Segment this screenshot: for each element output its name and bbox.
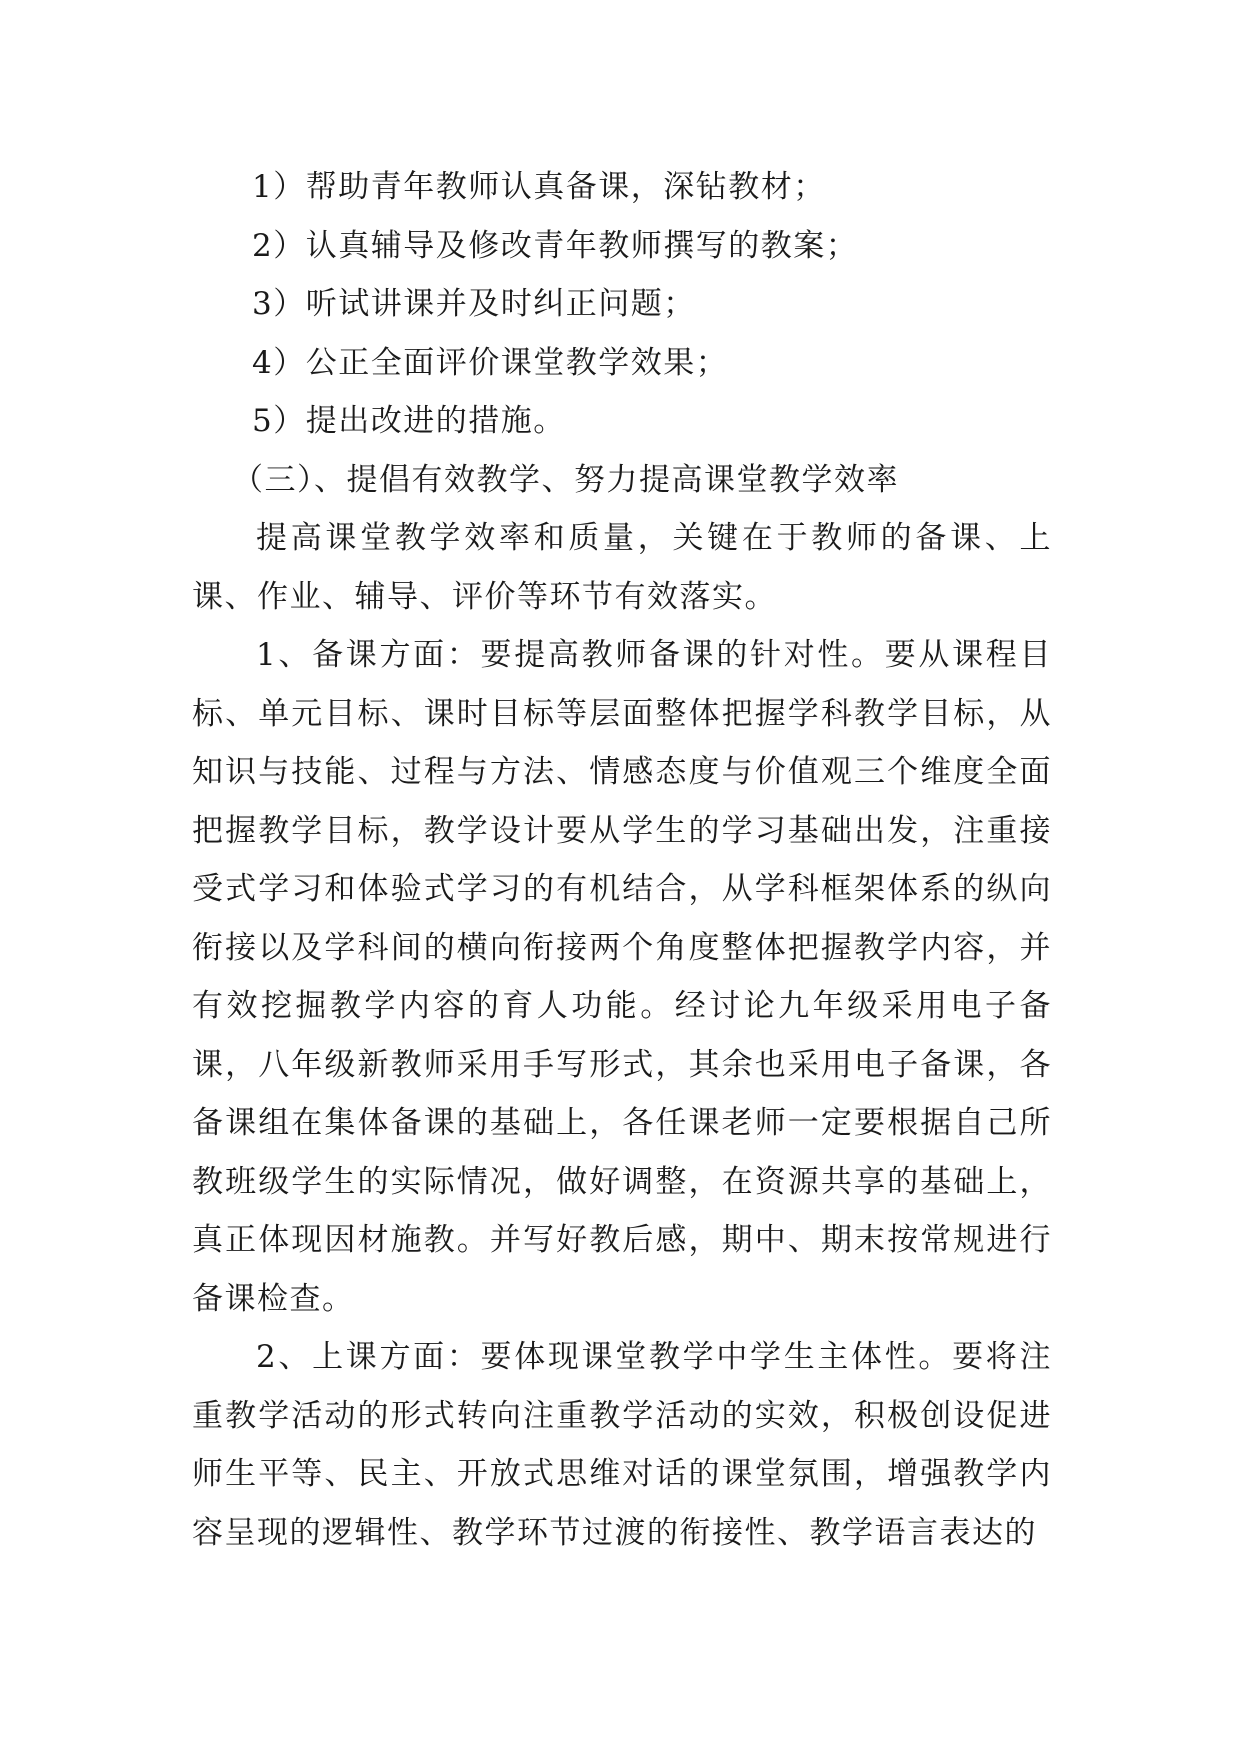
paragraph: 2、上课方面：要体现课堂教学中学生主体性。要将注重教学活动的形式转向注重教学活动的实效，积极创设促进师生平等、民主、开放式思维对话的课堂氛围，增强教学内容呈现的逻辑性、教学环节过渡的衔接性、教学语言表达的 (192, 1339, 1052, 1551)
list-item: 4）公正全面评价课堂教学效果； (252, 344, 729, 381)
list-item: 1）帮助青年教师认真备课，深钻教材； (252, 169, 826, 205)
list-item: 3）听试讲课并及时纠正问题； (252, 286, 696, 322)
document-body (192, 158, 1052, 1562)
list-item: 5）提出改进的措施。 (252, 403, 566, 439)
section-heading: （三）、提倡有效教学、努力提高课堂教学效率 (232, 461, 899, 498)
paragraph: 1、备课方面：要提高教师备课的针对性。要从课程目标、单元目标、课时目标等层面整体把握学科教学目标，从知识与技能、过程与方法、情感态度与价值观三个维度全面把握教学目标，教学设计要从学生的学习基础出发，注重接受式学习和体验式学习的有机结合，从学科框架体系的纵向衔接以及学科间的横向衔接两个角度整体把握教学内容，并有效挖掘教学内容的育人功能。经讨论九年级采用电子备课，八年级新教师采用手写形式，其余也采用电子备课，各备课组在集体备课的基础上，各任课老师一定要根据自己所教班级学生的实际情况，做好调整，在资源共享的基础上，真正体现因材施教。并写好教后感，期中、期末按常规进行备课检查。 (192, 637, 1052, 1317)
paragraph: 提高课堂教学效率和质量，关键在于教师的备课、上课、作业、辅导、评价等环节有效落实。 (192, 520, 1052, 615)
list-item: 2）认真辅导及修改青年教师撰写的教案； (252, 227, 859, 264)
